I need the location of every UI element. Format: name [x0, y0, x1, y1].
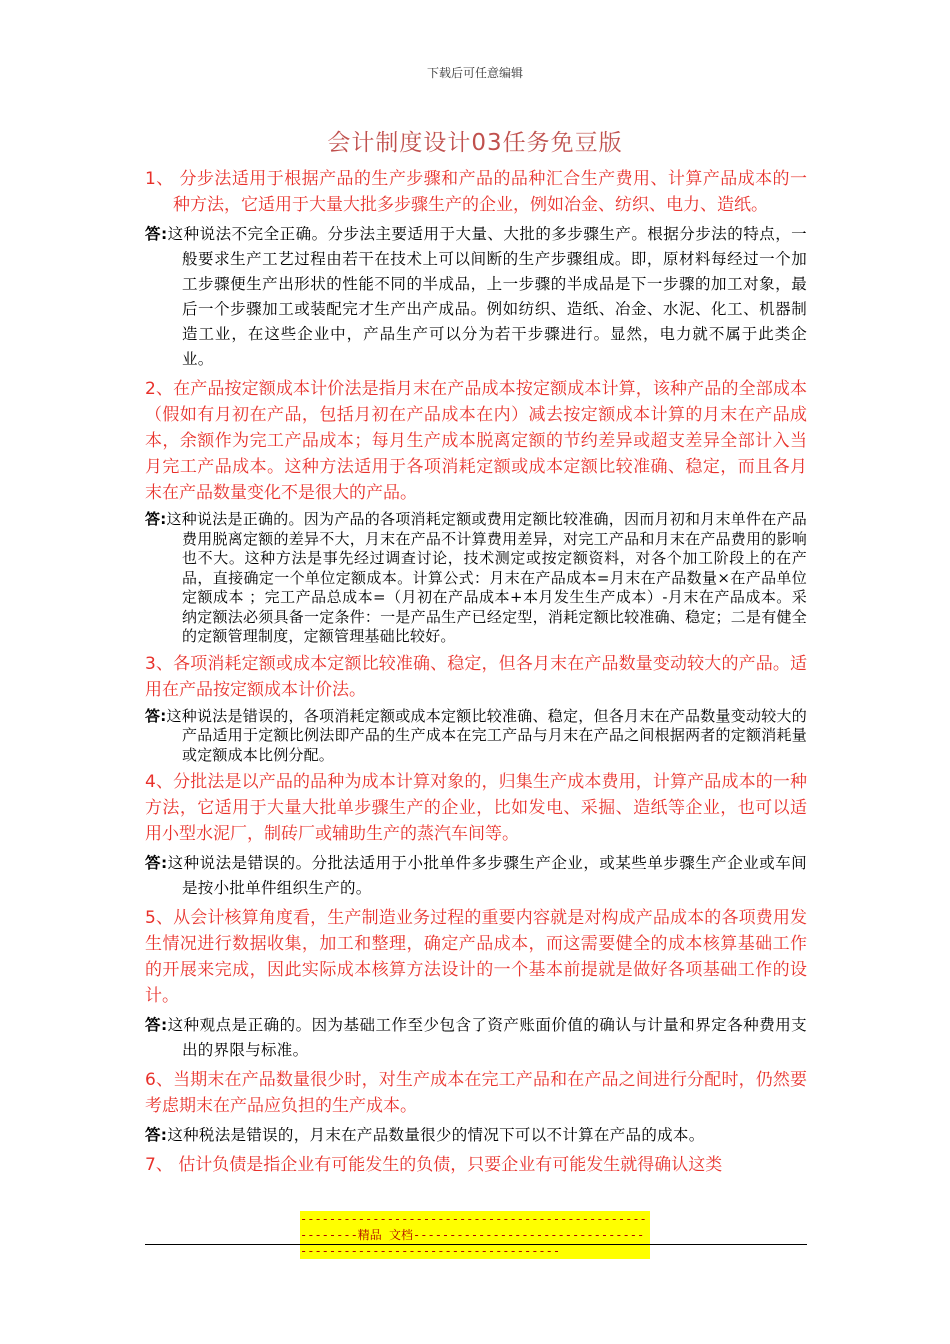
- answer-1-text: 这种说法不完全正确。分步法主要适用于大量、大批的多步骤生产。根据分步法的特点，一般要求生产工艺过程由若干在技术上可以间断的生产步骤组成。即，原材料每经过一个加工步骤便生产出形状的性能不同的半成品，上一步骤的半成品是下一步骤的加工对象，最后一个步骤加工或装配完才生产出产成品。例如纺织、造纸、冶金、水泥、化工、机器制造工业，在这些企业中，产品生产可以分为若干步骤进行。显然，电力就不属于此类企业。: [167, 225, 807, 368]
- question-7: 7、 估计负债是指企业有可能发生的负债，只要企业有可能发生就得确认这类: [145, 1155, 723, 1175]
- answer-2: [145, 510, 807, 647]
- question-1: 1、 分步法适用于根据产品的生产步骤和产品的品种汇合生产费用、计算产品成本的一种方法，它适用于大量大批多步骤生产的企业，例如冶金、纺织、电力、造纸。: [145, 169, 807, 215]
- document-title: 会计制度设计03任务免豆版: [327, 130, 623, 156]
- answer-label: 答:: [145, 225, 168, 243]
- answer-4-text: 这种说法是错误的。分批法适用于小批单件多步骤生产企业，或某些单步骤生产企业或车间是按小批单件组织生产的。: [167, 854, 807, 897]
- document-body: [145, 166, 807, 1182]
- answer-6: [145, 1123, 807, 1148]
- question-6: 6、当期末在产品数量很少时，对生产成本在完工产品和在产品之间进行分配时，仍然要考虑期末在产品应负担的生产成本。: [145, 1070, 807, 1116]
- question-3: 3、各项消耗定额或成本定额比较准确、稳定，但各月末在产品数量变动较大的产品。适用在产品按定额成本计价法。: [145, 653, 807, 700]
- question-4: 4、分批法是以产品的品种为成本计算对象的，归集生产成本费用，计算产品成本的一种方法，它适用于大量大批单步骤生产的企业，比如发电、采掘、造纸等企业，也可以适用小型水泥厂，制砖厂或辅助生产的蒸汽车间等。: [145, 772, 807, 844]
- answer-2-text: 这种说法是正确的。因为产品的各项消耗定额或费用定额比较准确，因而月初和月末单件在产品费用脱离定额的差异不大，月末在产品不计算费用差异，对完工产品和月末在产品费用的影响也不大。这种方法是事先经过调查讨论，技术测定或按定额资料，对各个加工阶段上的在产品，直接确定一个单位定额成本。计算公式：月末在产品成本=月末在产品数量×在产品单位定额成本 ；完工产品总成本=（月初在产品成本+本月发生生产成本）-月末在产品成本。采纳定额法必须具备一定条件：一是产品生产已经定型，消耗定额比较准确、稳定；二是有健全的定额管理制度，定额管理基础比较好。: [166, 510, 807, 645]
- answer-5: [145, 1013, 807, 1063]
- answer-3: [145, 707, 807, 766]
- answer-1: [145, 222, 807, 372]
- answer-3-text: 这种说法是错误的，各项消耗定额或成本定额比较准确、稳定，但各月末在产品数量变动较大的产品适用于定额比例法即产品的生产成本在完工产品与月末在产品之间根据两者的定额消耗量或定额成本比例分配。: [166, 706, 807, 764]
- page-header-note: 下载后可任意编辑: [426, 66, 523, 80]
- answer-label: 答:: [145, 706, 167, 725]
- question-2: 2、在产品按定额成本计价法是指月末在产品成本按定额成本计算，该种产品的全部成本（假如有月初在产品，包括月初在产品成本在内）减去按定额成本计算的月末在产品成本，余额作为完工产品成本；每月生产成本脱离定额的节约差异或超支差异全部计入当月完工产品成本。这种方法适用于各项消耗定额或成本定额比较准确、稳定，而且各月末在产品数量变化不是很大的产品。: [145, 379, 807, 503]
- answer-label: 答:: [145, 510, 167, 528]
- answer-label: 答:: [145, 854, 168, 872]
- footer-divider: [145, 1244, 807, 1245]
- answer-6-text: 这种税法是错误的，月末在产品数量很少的情况下可以不计算在产品的成本。: [167, 1126, 705, 1144]
- answer-4: [145, 851, 807, 901]
- question-5: 5、从会计核算角度看，生产制造业务过程的重要内容就是对构成产品成本的各项费用发生情况进行数据收集，加工和整理，确定产品成本，而这需要健全的成本核算基础工作的开展来完成，因此实际成本核算方法设计的一个基本前提就是做好各项基础工作的设计。: [145, 908, 807, 1006]
- footer-watermark: --------------------------------------------------------精品 文档--------------------------------------------------------------------: [300, 1211, 650, 1259]
- answer-label: 答:: [145, 1016, 168, 1034]
- answer-label: 答:: [145, 1126, 168, 1144]
- answer-5-text: 这种观点是正确的。因为基础工作至少包含了资产账面价值的确认与计量和界定各种费用支出的界限与标准。: [167, 1016, 807, 1059]
